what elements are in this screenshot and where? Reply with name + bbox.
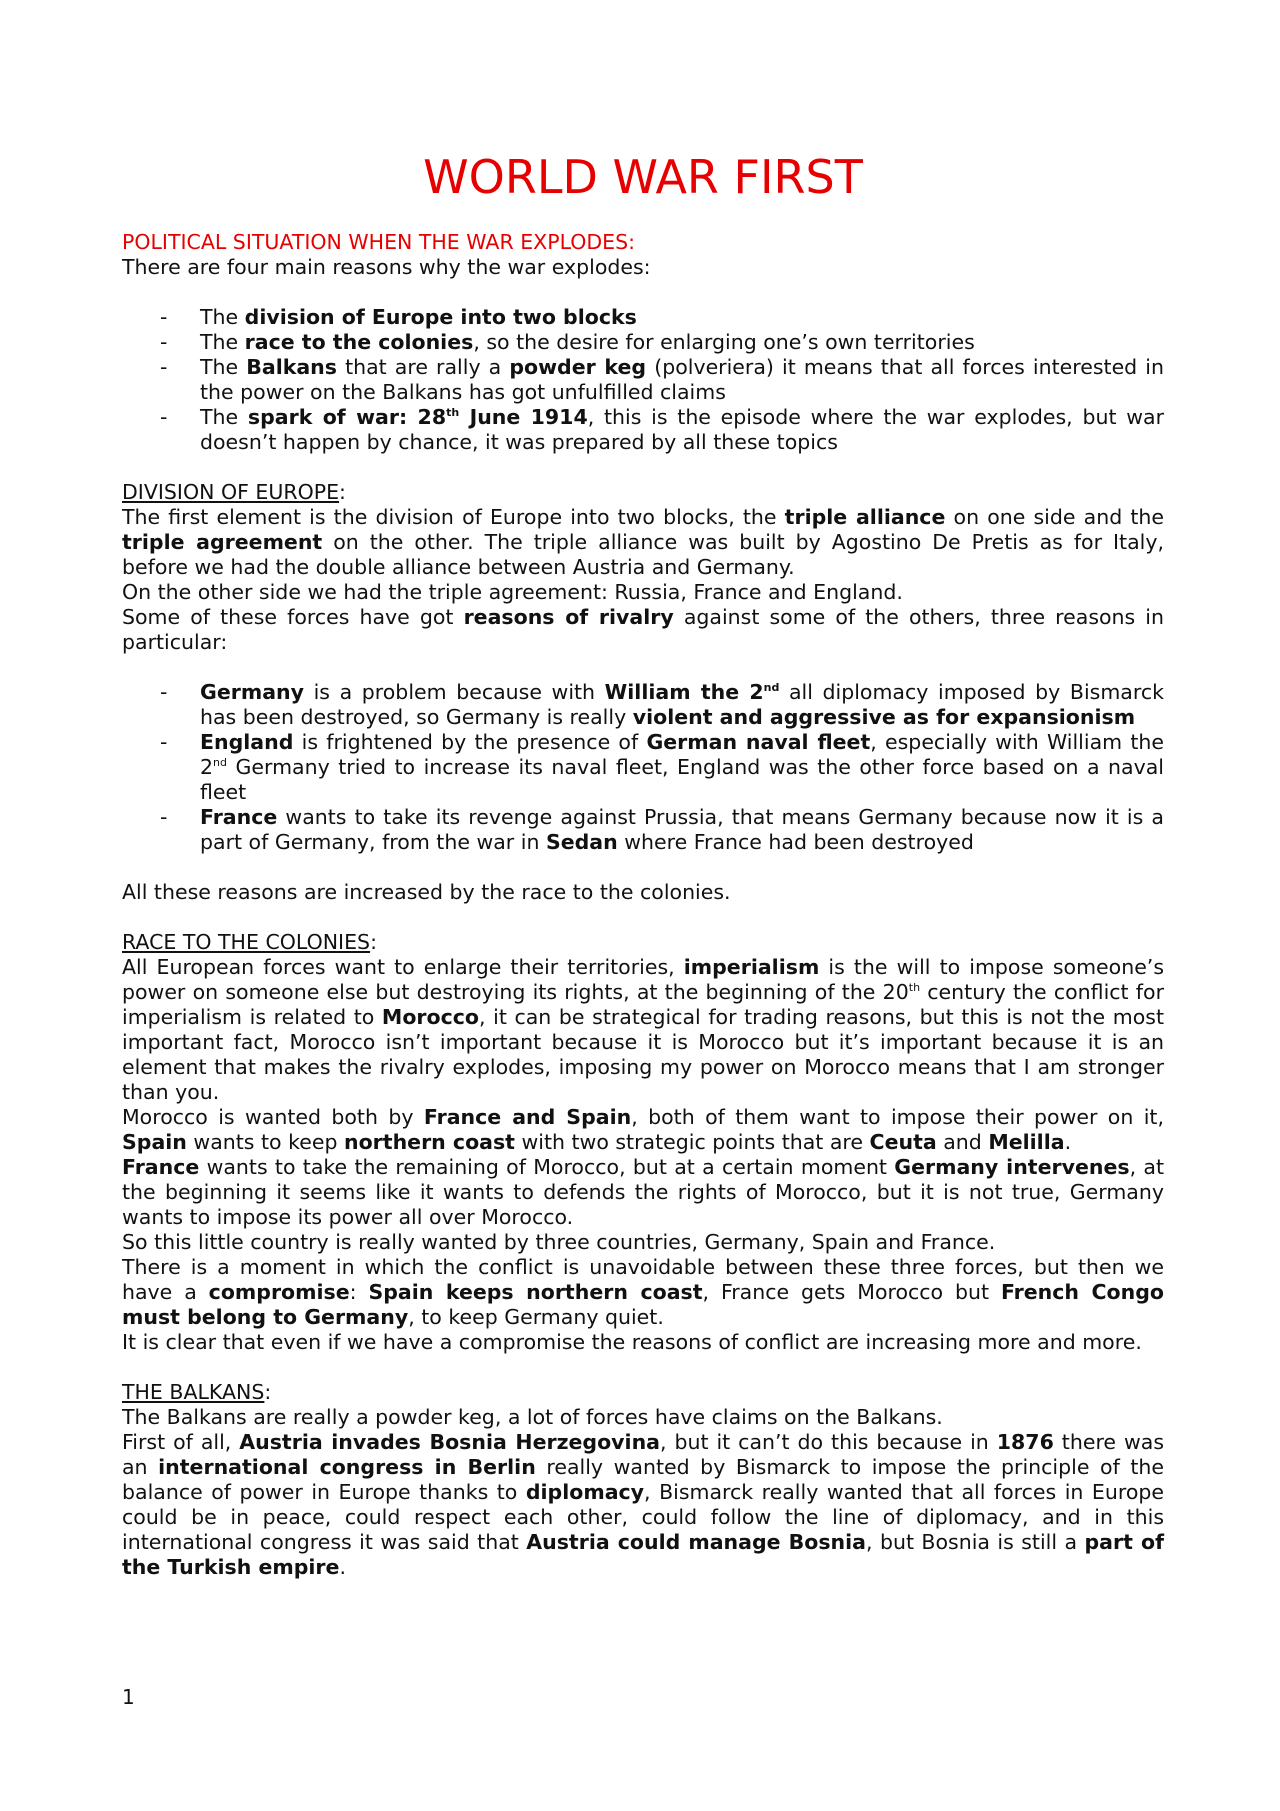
list-item: - England is frightened by the presence of German naval fleet, especially with William the 2nd Germany tried to increase its naval fleet, England was the other force based on a naval fleet — [122, 730, 1164, 805]
division-paragraph: On the other side we had the triple agreement: Russia, France and England. — [122, 580, 903, 604]
document-title: WORLD WAR FIRST — [423, 150, 863, 204]
list-item: - Germany is a problem because with William the 2nd all diplomacy imposed by Bismarck has been destroyed, so Germany is really violent and aggressive as for expansionism — [122, 680, 1164, 730]
political-reasons-list — [122, 305, 1164, 455]
race-heading: RACE TO THE COLONIES: — [122, 930, 377, 954]
balkans-paragraph: First of all, Austria invades Bosnia Herzegovina, but it can’t do this because in 1876 there was an international congress in Berlin really wanted by Bismarck to impose the principle of the balance of power in Europe thanks to diplomacy, Bismarck really wanted that all forces in Europe could be in peace, could respect each other, could follow the line of diplomacy, and in this international congress it was said that Austria could manage Bosnia, but Bosnia is still a part of the Turkish empire. — [122, 1430, 1165, 1579]
division-paragraph: The first element is the division of Europe into two blocks, the triple alliance on one side and the triple agreement on the other. The triple alliance was built by Agostino De Pretis as for Italy, before we had the double alliance between Austria and Germany. — [122, 505, 1165, 579]
race-paragraph: France wants to take the remaining of Morocco, but at a certain moment Germany intervenes, at the beginning it seems like it wants to defends the rights of Morocco, but it is not true, Germany wants to impose its power all over Morocco. — [122, 1155, 1164, 1229]
race-paragraph: Morocco is wanted both by France and Spain, both of them want to impose their power on it, Spain wants to keep northern coast with two strategic points that are Ceuta and Melilla. — [122, 1105, 1164, 1154]
division-closing: All these reasons are increased by the race to the colonies. — [122, 880, 731, 904]
political-intro: There are four main reasons why the war explodes: — [122, 255, 651, 279]
race-paragraph: All European forces want to enlarge their territories, imperialism is the will to impose someone’s power on someone else but destroying its rights, at the beginning of the 20th century the conflict for imperialism is related to Morocco, it can be strategical for trading reasons, but this is not the most important fact, Morocco isn’t important because it is Morocco but it’s important because it is an element that makes the rivalry explodes, imposing my power on Morocco means that I am stronger than you. — [122, 955, 1164, 1104]
balkans-paragraph: The Balkans are really a powder keg, a lot of forces have claims on the Balkans. — [122, 1405, 943, 1429]
division-paragraph: Some of these forces have got reasons of rivalry against some of the others, three reasons in particular: — [122, 605, 1164, 654]
race-paragraph: So this little country is really wanted by three countries, Germany, Spain and France. — [122, 1230, 996, 1254]
list-item: - The division of Europe into two blocks — [122, 305, 1164, 330]
balkans-heading: THE BALKANS: — [122, 1380, 272, 1404]
page-number: 1 — [122, 1685, 135, 1709]
list-item: - The race to the colonies, so the desire for enlarging one’s own territories — [122, 330, 1164, 355]
rivalry-reasons-list — [122, 680, 1164, 855]
race-paragraph: It is clear that even if we have a compromise the reasons of conflict are increasing more and more. — [122, 1330, 1142, 1354]
list-item: - France wants to take its revenge against Prussia, that means Germany because now it is a part of Germany, from the war in Sedan where France had been destroyed — [122, 805, 1164, 855]
political-situation-heading: POLITICAL SITUATION WHEN THE WAR EXPLODES: — [122, 230, 636, 254]
list-item: - The Balkans that are rally a powder keg (polveriera) it means that all forces interested in the power on the Balkans has got unfulfilled claims — [122, 355, 1164, 405]
list-item: - The spark of war: 28th June 1914, this is the episode where the war explodes, but war doesn’t happen by chance, it was prepared by all these topics — [122, 405, 1164, 455]
division-heading: DIVISION OF EUROPE: — [122, 480, 346, 504]
race-paragraph: There is a moment in which the conflict is unavoidable between these three forces, but then we have a compromise: Spain keeps northern coast, France gets Morocco but French Congo must belong to Germany, to keep Germany quiet. — [122, 1255, 1164, 1329]
document-body — [122, 150, 1164, 1580]
